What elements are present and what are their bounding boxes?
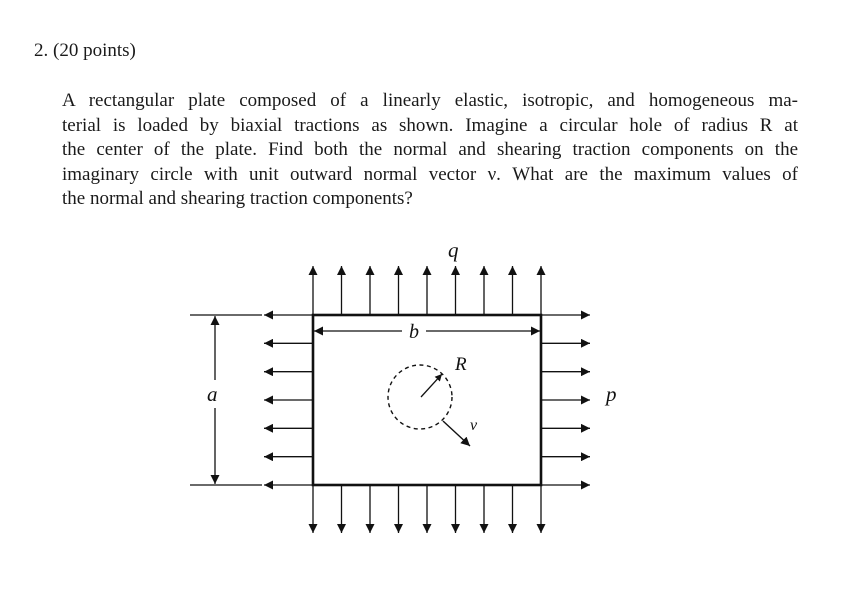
right-traction-arrows [541,315,590,485]
statement-line-5: the normal and shearing traction components? [62,188,413,209]
statement-line-2: terial is loaded by biaxial tractions as shown. Imagine a circular hole of radius R at [62,114,798,136]
label-nu: ν [470,417,478,434]
bottom-traction-arrows [313,485,541,533]
label-q: q [448,238,459,262]
problem-points: (20 points) [53,40,136,61]
label-R: R [455,354,467,375]
left-traction-arrows [264,315,313,485]
height-dimension [190,315,262,485]
problem-number: 2. [34,40,49,61]
plate-rectangle [313,315,541,485]
radius-arrow [421,374,442,397]
label-b: b [409,321,419,343]
statement-line-4: imaginary circle with unit outward normal vector ν. What are the maximum values of [62,163,798,185]
statement-line-3: the center of the plate. Find both the normal and shearing traction components on the [62,139,798,160]
statement-line-1: A rectangular plate composed of a linearly elastic, isotropic, and homogeneous ma- [62,90,798,111]
top-traction-arrows [313,266,541,315]
label-p: p [606,382,617,406]
normal-vector-arrow [443,421,470,446]
label-a: a [207,382,218,406]
imaginary-circle [388,365,452,429]
